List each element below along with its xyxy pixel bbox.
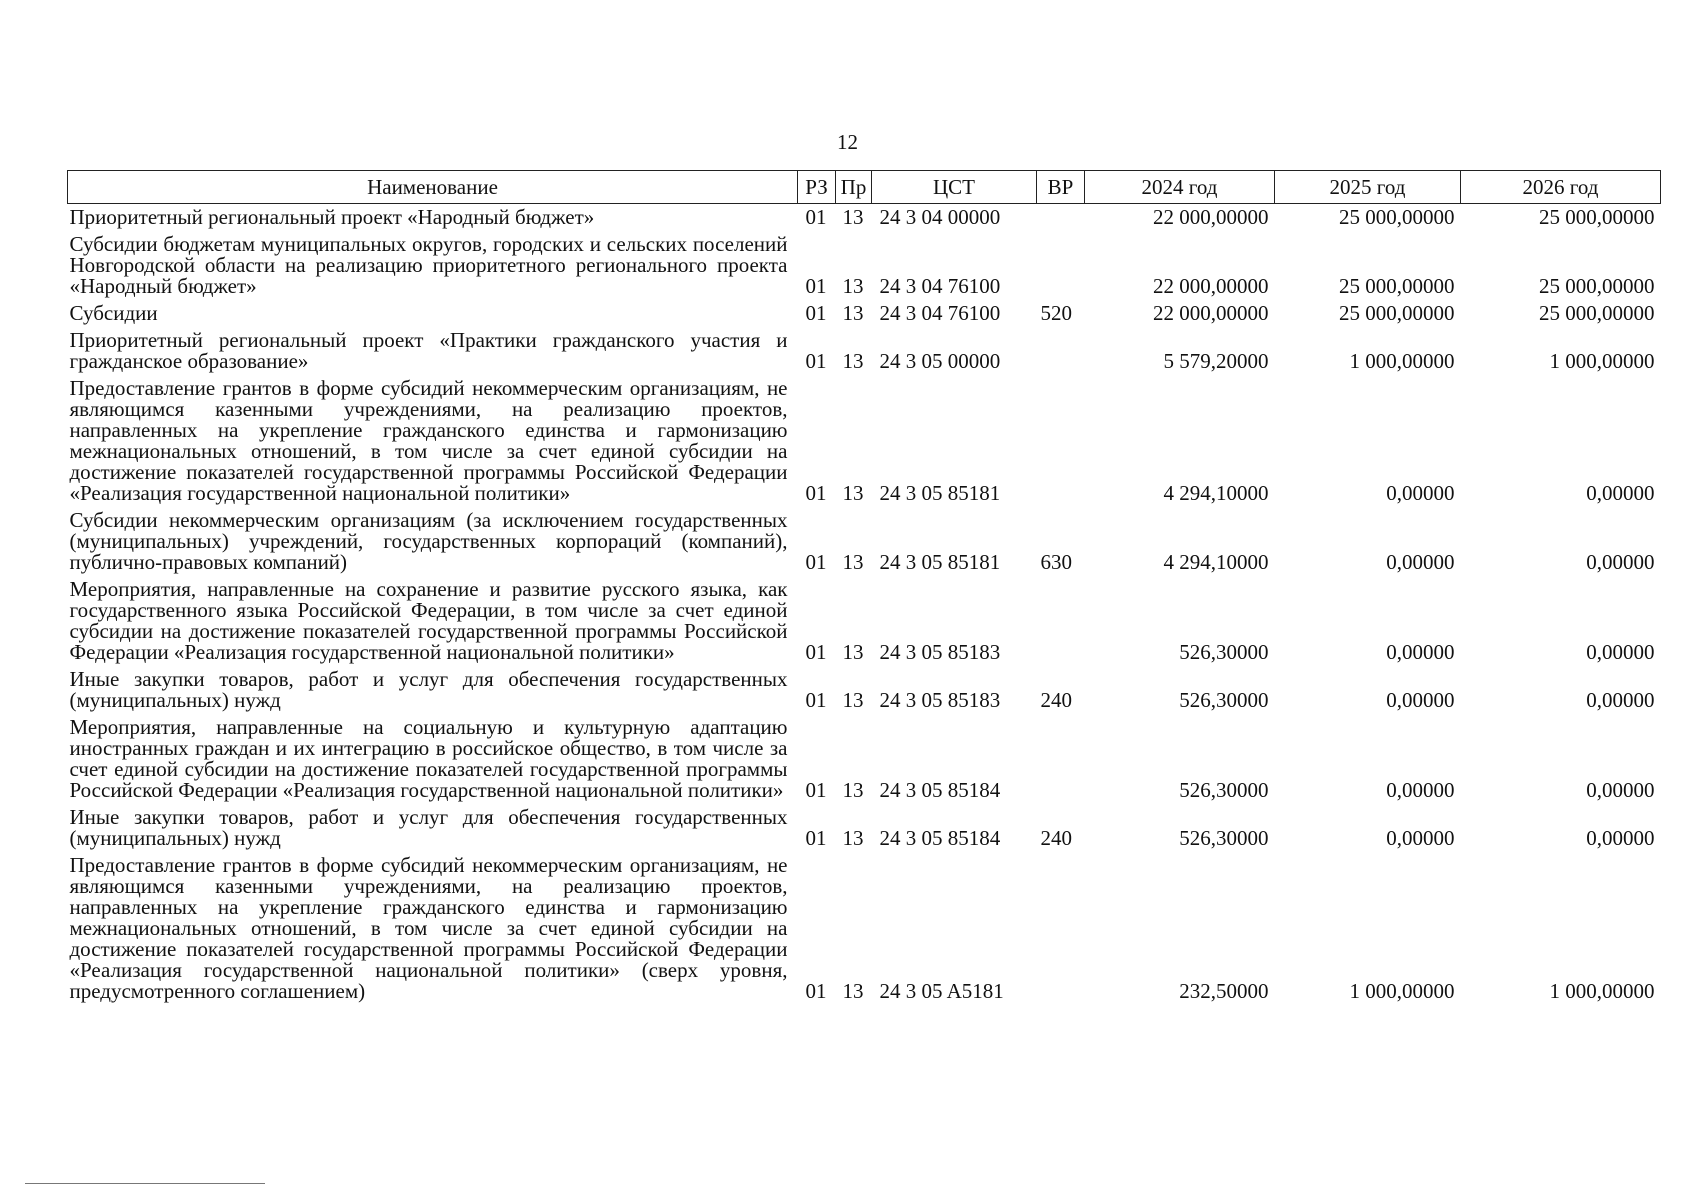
header-vr: ВР [1037,171,1085,204]
cell-cst: 24 3 04 76100 [879,301,1001,325]
cell-cst: 24 3 04 00000 [879,205,1001,229]
header-row [68,171,1661,204]
cell-cst: 24 3 05 85181 [879,550,1001,574]
cell-cst: 24 3 05 85184 [879,778,1001,802]
cell-rz: 01 [805,301,827,325]
cell-2024: 526,30000 [1179,688,1269,712]
cell-name: Приоритетный региональный проект «Практики гражданского участия и гражданское образование» [69,328,788,373]
cell-cst: 24 3 05 A5181 [879,979,1004,1003]
cell-2025: 1 000,00000 [1349,349,1455,373]
cell-pr: 13 [842,274,864,298]
cell-vr [1037,327,1085,375]
cell-2026: 1 000,00000 [1549,349,1655,373]
cell-name: Субсидии [69,301,158,325]
header-2025: 2025 год [1275,171,1461,204]
cell-2025: 25 000,00000 [1339,301,1455,325]
cell-pr: 13 [842,688,864,712]
header-2026: 2026 год [1461,171,1661,204]
cell-vr [1037,375,1085,507]
cell-cst: 24 3 05 85184 [879,826,1001,850]
cell-vr [1037,231,1085,300]
cell-2025: 1 000,00000 [1349,979,1455,1003]
cell-2026: 0,00000 [1586,826,1655,850]
table-row [68,666,1661,714]
table-row [68,507,1661,576]
cell-vr [1037,204,1085,232]
table-row [68,852,1661,1005]
header-name: Наименование [68,171,798,204]
header-2024: 2024 год [1085,171,1275,204]
table-body [68,204,1661,1006]
cell-2026: 0,00000 [1586,550,1655,574]
header-cst: ЦСТ [872,171,1037,204]
cell-pr: 13 [842,826,864,850]
cell-2024: 5 579,20000 [1163,349,1269,373]
cell-rz: 01 [805,979,827,1003]
cell-name: Иные закупки товаров, работ и услуг для обеспечения государственных (муниципальных) нужд [69,805,788,850]
cell-pr: 13 [842,640,864,664]
cell-2025: 0,00000 [1386,481,1455,505]
cell-pr: 13 [842,301,864,325]
cell-2026: 0,00000 [1586,778,1655,802]
cell-2024: 4 294,10000 [1163,550,1269,574]
cell-cst: 24 3 05 85183 [879,640,1001,664]
cell-name: Субсидии бюджетам муниципальных округов, городских и сельских поселений Новгородской области на реализацию приоритетного регионального проекта «Народный бюджет» [69,232,788,298]
cell-2025: 25 000,00000 [1339,274,1455,298]
cell-rz: 01 [805,826,827,850]
table-row [68,375,1661,507]
cell-rz: 01 [805,349,827,373]
cell-rz: 01 [805,550,827,574]
page-number: 12 [837,130,858,154]
cell-rz: 01 [805,640,827,664]
cell-cst: 24 3 05 85181 [879,481,1001,505]
cell-rz: 01 [805,274,827,298]
budget-table [67,170,1661,1005]
cell-2024: 4 294,10000 [1163,481,1269,505]
cell-name: Мероприятия, направленные на сохранение и развитие русского языка, как государственного языка Российской Федерации, в том числе за счет единой субсидии на достижение показателей государственной программы Российской Федерации «Реализация государственной национальной политики» [69,577,788,664]
cell-rz: 01 [805,205,827,229]
cell-2024: 526,30000 [1179,640,1269,664]
cell-2026: 25 000,00000 [1539,301,1655,325]
table-row [68,576,1661,666]
cell-cst: 24 3 04 76100 [879,274,1001,298]
cell-2025: 0,00000 [1386,550,1455,574]
cell-vr: 630 [1040,550,1072,574]
cell-2024: 22 000,00000 [1153,301,1269,325]
cell-pr: 13 [842,550,864,574]
cell-name: Мероприятия, направленные на социальную и культурную адаптацию иностранных граждан и их интеграцию в российское общество, в том числе за счет единой субсидии на достижение показателей государственной программы Российской Федерации «Реализация государственной национальной политики» [69,715,788,802]
header-rz: РЗ [798,171,836,204]
cell-2024: 22 000,00000 [1153,205,1269,229]
table-row [68,714,1661,804]
cell-2025: 0,00000 [1386,688,1455,712]
cell-vr: 240 [1040,826,1072,850]
cell-cst: 24 3 05 85183 [879,688,1001,712]
cell-2025: 25 000,00000 [1339,205,1455,229]
cell-vr [1037,852,1085,1005]
cell-pr: 13 [842,349,864,373]
cell-2024: 22 000,00000 [1153,274,1269,298]
table-row [68,804,1661,852]
cell-2024: 526,30000 [1179,826,1269,850]
cell-rz: 01 [805,778,827,802]
cell-cst: 24 3 05 00000 [879,349,1001,373]
table-row [68,327,1661,375]
cell-pr: 13 [842,205,864,229]
cell-pr: 13 [842,778,864,802]
cell-vr: 240 [1040,688,1072,712]
cell-2026: 25 000,00000 [1539,274,1655,298]
cell-2026: 0,00000 [1586,481,1655,505]
cell-vr [1037,576,1085,666]
cell-2026: 1 000,00000 [1549,979,1655,1003]
cell-2025: 0,00000 [1386,826,1455,850]
cell-name: Иные закупки товаров, работ и услуг для обеспечения государственных (муниципальных) нужд [69,667,788,712]
cell-2026: 25 000,00000 [1539,205,1655,229]
cell-2025: 0,00000 [1386,640,1455,664]
table-row [68,231,1661,300]
cell-name: Приоритетный региональный проект «Народный бюджет» [69,205,595,229]
cell-2024: 526,30000 [1179,778,1269,802]
cell-vr: 520 [1040,301,1072,325]
cell-2026: 0,00000 [1586,640,1655,664]
header-pr: Пр [836,171,872,204]
cell-pr: 13 [842,979,864,1003]
cell-rz: 01 [805,688,827,712]
cell-2026: 0,00000 [1586,688,1655,712]
footer-divider [25,1183,265,1184]
cell-name: Предоставление грантов в форме субсидий некоммерческим организациям, не являющимся казенными учреждениями, на реализацию проектов, направленных на укрепление гражданского единства и гармонизацию межнациональных отношений, в том числе за счет единой субсидии на достижение показателей государственной программы Российской Федерации «Реализация государственной национальной политики» (сверх уровня, предусмотренного соглашением) [69,853,788,1003]
table-row [68,300,1661,327]
cell-pr: 13 [842,481,864,505]
cell-vr [1037,714,1085,804]
cell-2024: 232,50000 [1179,979,1269,1003]
cell-name: Субсидии некоммерческим организациям (за исключением государственных (муниципальных) учреждений, государственных корпораций (компаний), публично-правовых компаний) [69,508,788,574]
table-row [68,204,1661,232]
cell-2025: 0,00000 [1386,778,1455,802]
cell-rz: 01 [805,481,827,505]
cell-name: Предоставление грантов в форме субсидий некоммерческим организациям, не являющимся казенными учреждениями, на реализацию проектов, направленных на укрепление гражданского единства и гармонизацию межнациональных отношений, в том числе за счет единой субсидии на достижение показателей государственной программы Российской Федерации «Реализация государственной национальной политики» [69,376,788,505]
